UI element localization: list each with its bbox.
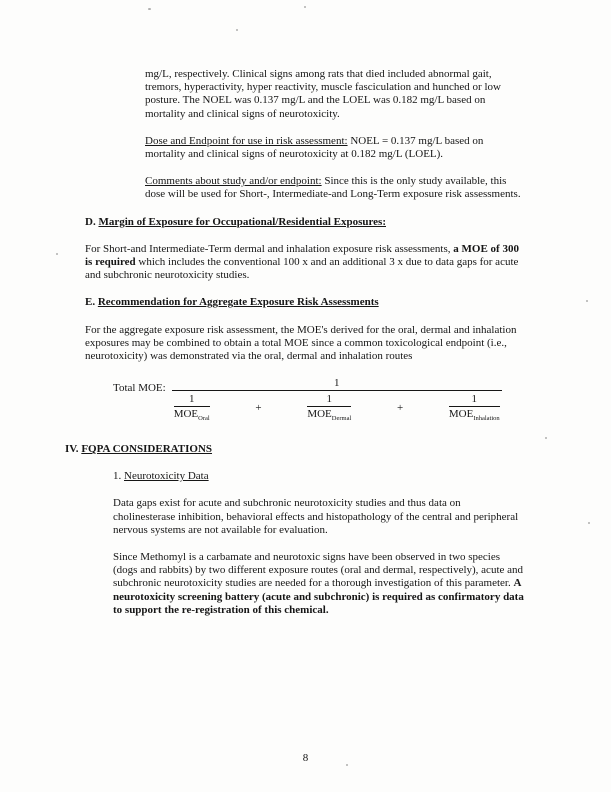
scan-artifact <box>304 6 306 8</box>
dose-endpoint-label: Dose and Endpoint for use in risk assessment: <box>145 134 348 147</box>
fraction-numerator: 1 <box>333 377 340 390</box>
plus-sign: + <box>396 402 404 415</box>
scan-artifact <box>148 8 151 10</box>
moe-oral-bar <box>174 406 210 407</box>
page-number: 8 <box>302 752 309 764</box>
fraction-denominator <box>172 391 502 423</box>
section-iv-heading <box>65 443 525 456</box>
scan-artifact <box>545 437 547 439</box>
paragraph-comments <box>145 175 525 201</box>
total-moe-formula <box>113 377 525 423</box>
moe-combined-fraction <box>172 377 502 423</box>
moe-inhalation-denominator: $MOE_{Inhalation}$ <box>448 408 500 423</box>
scan-artifact <box>56 253 58 255</box>
neurotoxicity-text-bold: A neurotoxicity screening battery (acute and subchronic) is required as confirmatory data to support the re-registration of this chemical. <box>113 577 524 616</box>
scan-artifact <box>586 300 588 302</box>
moe-inhalation-numerator: 1 <box>471 393 478 406</box>
neurotoxicity-paragraph-2 <box>113 551 525 617</box>
comments-label: Comments about study and/or endpoint: <box>145 175 322 188</box>
moe-inhalation-fraction <box>449 394 500 423</box>
plus-sign: + <box>255 402 262 415</box>
section-iv-prefix: IV. <box>65 442 79 455</box>
subsection-1-title: Neurotoxicity Data <box>124 470 209 483</box>
subsection-1-prefix: 1. <box>113 470 122 483</box>
scan-artifact <box>346 764 348 766</box>
scan-artifact <box>588 522 590 524</box>
dose-endpoint-text: NOEL = 0.137 mg/L based on mortality and clinical signs of neurotoxicity at 0.182 mg/L (LOEL). <box>145 134 484 161</box>
moe-dermal-denominator: $MOE_{Dermal}$ <box>307 408 352 423</box>
section-d-paragraph <box>85 243 525 283</box>
document-content <box>65 68 525 631</box>
section-e-title: Recommendation for Aggregate Exposure Risk Assessments <box>97 296 379 309</box>
section-iv-title: FQPA CONSIDERATIONS <box>81 442 213 455</box>
section-d-prefix: D. <box>85 215 96 228</box>
moe-oral-denominator: $MOE_{Oral}$ <box>173 408 210 423</box>
moe-oral-fraction <box>174 394 210 423</box>
section-d-text-before: For Short-and Intermediate-Term dermal and inhalation exposure risk assessments, <box>85 242 454 255</box>
neurotoxicity-paragraph-1: Data gaps exist for acute and subchronic neurotoxicity studies and thus data on cholinesterase inhibition, behavioral effects and histopathology of the central and peripheral nervous systems are not available for evaluation. <box>113 497 519 536</box>
total-moe-label: Total MOE: <box>113 382 166 395</box>
moe-dermal-bar <box>307 406 351 407</box>
moe-dermal-fraction <box>307 394 351 423</box>
moe-inhalation-bar <box>449 406 500 407</box>
scan-artifact <box>236 29 238 31</box>
section-e-prefix: E. <box>85 296 96 309</box>
section-d-text-after: which includes the conventional 100 x and an additional 3 x due to data gaps for acute and subchronic neurotoxicity studies. <box>85 256 519 282</box>
section-d-text-bold: a MOE of 300 is required <box>85 242 519 269</box>
section-e-heading <box>85 296 525 309</box>
paragraph-dose-endpoint <box>145 135 525 161</box>
paragraph-clinical-signs: mg/L, respectively. Clinical signs among rats that died included abnormal gait, tremors, hyperactivity, hyper reactivity, muscle fasciculation and hunched or low posture. The NOEL was 0.137 mg/L and the LOEL was 0.182 mg/L based on mortality and clinical signs of neurotoxicity. <box>145 68 501 120</box>
neurotoxicity-text-before: Since Methomyl is a carbamate and neurotoxic signs have been observed in two species (dogs and rabbits) by two different exposure routes (oral and dermal, respectively), acute and subchronic neurotoxicity studies are needed for a thorough investigation of this parameter. <box>113 550 524 590</box>
section-d-heading <box>85 216 525 229</box>
section-d-title: Margin of Exposure for Occupational/Residential Exposures: <box>98 215 386 228</box>
subsection-1-heading <box>113 470 525 483</box>
moe-dermal-numerator: 1 <box>326 393 333 406</box>
section-e-paragraph: For the aggregate exposure risk assessment, the MOE's derived for the oral, dermal and inhalation exposures may be combined to obtain a total MOE since a common toxicological endpoint (i.e., neurotoxicity) was demonstrated via the oral, dermal and inhalation routes <box>85 323 517 363</box>
moe-oral-numerator: 1 <box>188 393 195 406</box>
comments-text: Since this is the only study available, this dose will be used for Short-, Intermediate-and Long-Term exposure risk assessments. <box>145 175 521 201</box>
